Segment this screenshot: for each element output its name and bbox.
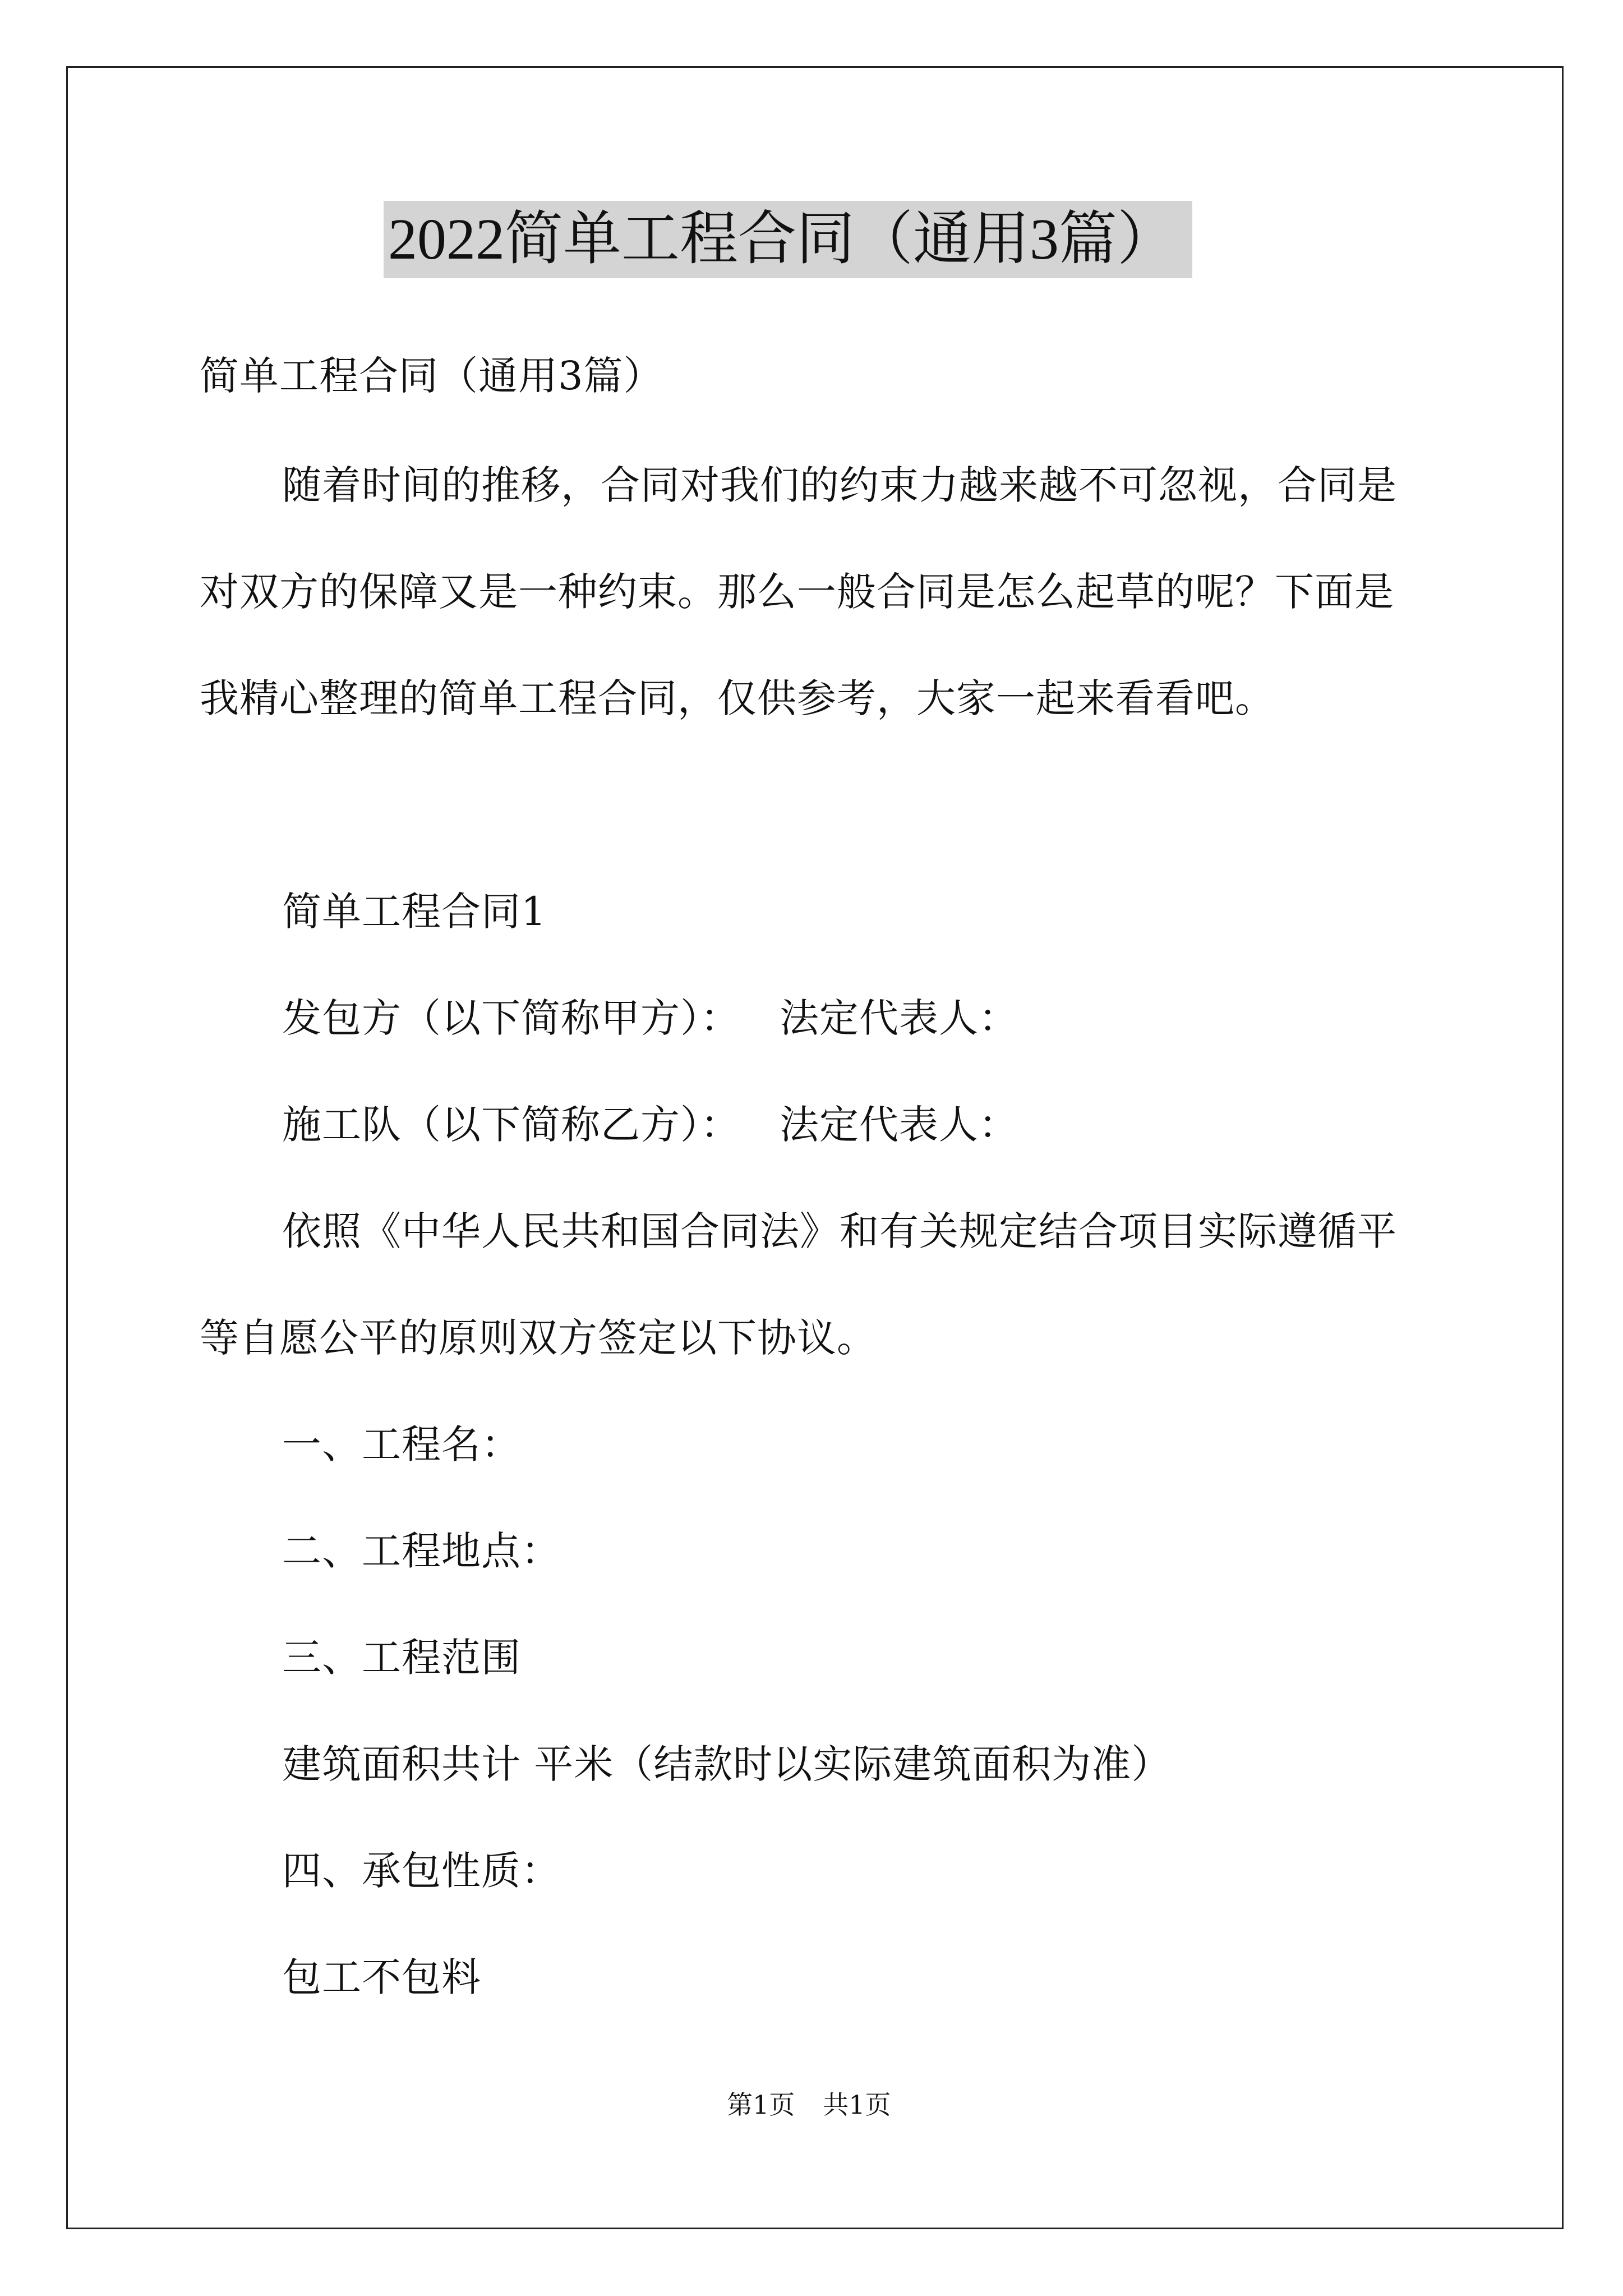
item-labor-only: 包工不包料 bbox=[282, 1954, 481, 2000]
page-total: 共1页 bbox=[823, 2090, 891, 2120]
item-project-name: 一、工程名： bbox=[282, 1421, 521, 1467]
document-title: 2022简单工程合同（通用3篇） bbox=[384, 201, 1192, 278]
item-building-area: 建筑面积共计 平米（结款时以实际建筑面积为准） bbox=[282, 1741, 1172, 1787]
basis-line-1: 依照《中华人民共和国合同法》和有关规定结合项目实际遵循平 bbox=[282, 1208, 1397, 1254]
intro-line-3: 我精心整理的简单工程合同，仅供参考，大家一起来看看吧。 bbox=[200, 675, 1275, 721]
item-project-location: 二、工程地点： bbox=[282, 1528, 561, 1574]
party-a-representative: 法定代表人： bbox=[780, 995, 1018, 1041]
intro-line-2: 对双方的保障又是一种约束。那么一般合同是怎么起草的呢？下面是 bbox=[200, 569, 1394, 615]
item-project-scope: 三、工程范围 bbox=[282, 1635, 521, 1681]
party-b-line bbox=[282, 1099, 1018, 1150]
item-contract-nature: 四、承包性质： bbox=[282, 1848, 561, 1894]
party-a-label: 发包方（以下简称甲方）： bbox=[282, 995, 740, 1041]
party-b-label: 施工队（以下简称乙方）： bbox=[282, 1102, 740, 1148]
section-heading: 简单工程合同1 bbox=[282, 889, 547, 935]
party-b-representative: 法定代表人： bbox=[780, 1102, 1018, 1148]
page-footer bbox=[727, 2088, 891, 2122]
document-subtitle: 简单工程合同（通用3篇） bbox=[200, 353, 663, 399]
intro-line-1: 随着时间的推移，合同对我们的约束力越来越不可忽视，合同是 bbox=[282, 462, 1397, 508]
page-number: 第1页 bbox=[727, 2090, 795, 2120]
basis-line-2: 等自愿公平的原则双方签定以下协议。 bbox=[200, 1315, 877, 1361]
party-a-line bbox=[282, 993, 1018, 1043]
